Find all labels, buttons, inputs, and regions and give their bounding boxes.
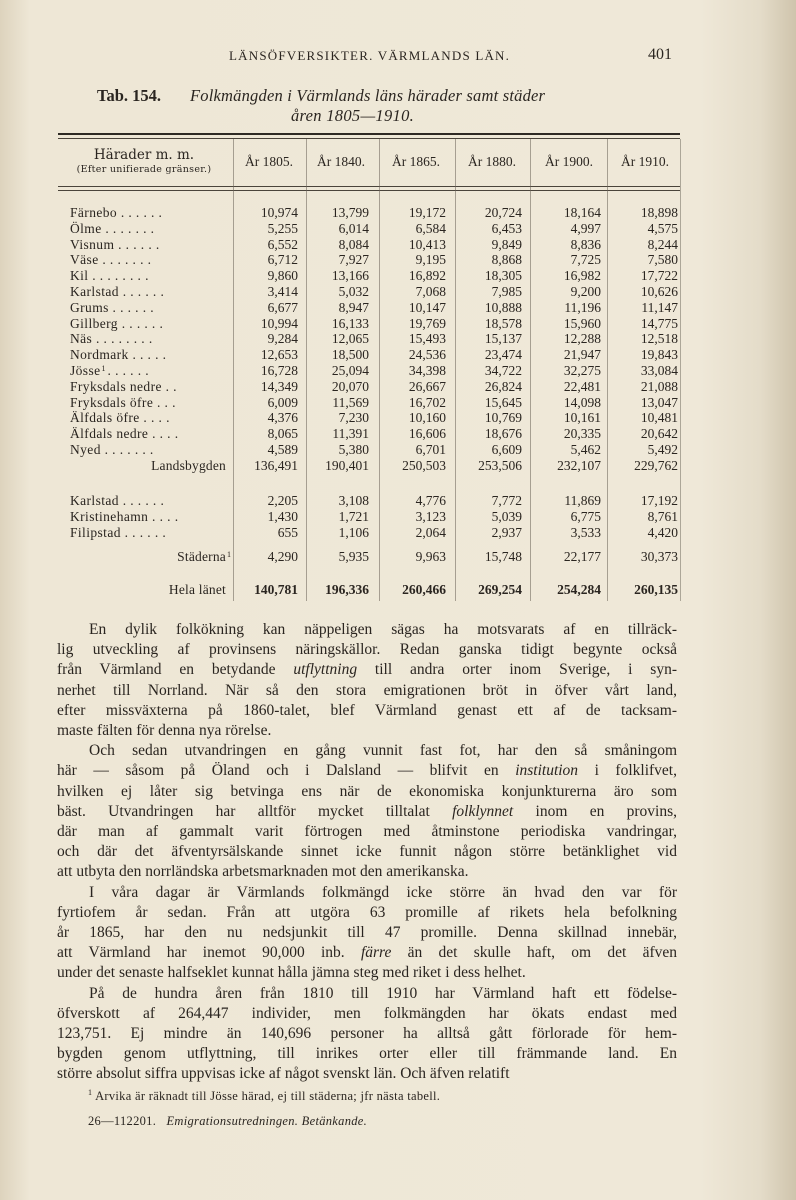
table-cell: 14,775	[640, 316, 678, 331]
table-cell: 10,413	[408, 237, 446, 252]
table-cell: 11,869	[564, 493, 601, 508]
footnote-marker: 1	[88, 1088, 93, 1097]
table-cell: 18,578	[484, 316, 522, 331]
table-cell: 16,606	[408, 426, 446, 441]
table-row	[58, 221, 680, 237]
table-cell: 9,860	[267, 268, 298, 283]
table-cell: 32,275	[563, 363, 601, 378]
text-fragment: här — såsom på Öland och i Dalsland — blifvit en	[57, 762, 516, 780]
table-cell: 26,667	[408, 379, 446, 394]
table-cell: 18,676	[484, 426, 522, 441]
table-cell: 34,722	[484, 363, 522, 378]
column-header: År 1865.	[392, 154, 440, 169]
table-cell: 7,927	[338, 252, 369, 267]
table-cell: 5,492	[647, 442, 678, 457]
table-cell: 9,284	[267, 331, 298, 346]
table-cell: 11,391	[332, 426, 369, 441]
table-cell: 24,536	[408, 347, 446, 362]
table-cell: 12,518	[640, 331, 678, 346]
table-cell: 3,108	[338, 493, 369, 508]
text-line: öfverskott af 264,447 individer, men folkmängden har ökats endast med	[57, 1004, 677, 1022]
table-cell: 3,123	[415, 509, 446, 524]
table-cell: 19,172	[408, 205, 446, 220]
table-cell: 22,481	[563, 379, 601, 394]
table-cell: 1,106	[338, 525, 369, 540]
row-label: Kristinehamn . . . .	[70, 509, 179, 524]
row-label: Hela länet	[168, 582, 226, 597]
text-line: att utbyta den norrländska arbetsmarknaden mot den amerikanska.	[57, 863, 469, 881]
table-cell: 269,254	[478, 582, 522, 597]
row-label: Städerna	[177, 549, 226, 564]
footnote-marker: 1	[227, 550, 231, 559]
table-cell: 4,589	[267, 442, 298, 457]
table-cell: 25,094	[331, 363, 369, 378]
table-cell: 33,084	[640, 363, 678, 378]
table-cell: 6,701	[415, 442, 446, 457]
table-row	[58, 237, 680, 253]
row-label: Näs . . . . . . . .	[70, 331, 153, 346]
column-header: År 1910.	[621, 154, 669, 169]
table-cell: 21,947	[563, 347, 601, 362]
table-row	[58, 205, 680, 221]
table-cell: 23,474	[484, 347, 522, 362]
table-cell: 7,985	[491, 284, 522, 299]
table-cell: 5,039	[491, 509, 522, 524]
table-cell: 4,376	[267, 410, 298, 425]
footer-title: Emigrationsutredningen. Betänkande.	[166, 1114, 368, 1128]
table-cell: 6,677	[267, 300, 298, 315]
table-cell: 10,626	[640, 284, 678, 299]
table-cell: 5,935	[338, 549, 369, 564]
body-paragraph	[57, 984, 677, 1085]
row-label: Karlstad . . . . . .	[70, 493, 165, 508]
table-cell: 3,533	[570, 525, 601, 540]
table-cell: 19,843	[640, 347, 678, 362]
table-cell: 2,937	[491, 525, 522, 540]
table-cell: 4,997	[570, 221, 601, 236]
table-cell: 6,453	[491, 221, 522, 236]
table-cell: 4,420	[647, 525, 678, 540]
row-label: Karlstad . . . . . .	[70, 284, 165, 299]
text-line: På de hundra åren från 1810 till 1910 har Värmland haft ett födelse-	[89, 984, 677, 1002]
column-divider	[680, 139, 681, 601]
text-line: fyrtiofem år sedan. Från att utgöra 63 promille af rikets hela befolkning	[57, 903, 677, 921]
text-fragment: att Värmland har inemot 90,000 inb.	[57, 944, 361, 962]
text-line: maste fälten för denna nya rörelse.	[57, 722, 272, 740]
table-cell: 232,107	[557, 458, 601, 473]
table-cell: 8,947	[338, 300, 369, 315]
text-line: år 1865, har den nu nedsjunkit till 47 promille. Denna skillnad innebär,	[57, 924, 677, 942]
row-label: Fryksdals öfre . . .	[70, 395, 176, 410]
text-line	[57, 761, 677, 781]
table-cell: 10,888	[484, 300, 522, 315]
table-cell: 21,088	[640, 379, 678, 394]
table-cell: 260,466	[402, 582, 446, 597]
body-paragraph	[57, 741, 677, 882]
text-line: Och sedan utvandringen en gång vunnit fast fot, har den så småningom	[89, 742, 677, 760]
table-cell: 11,196	[564, 300, 601, 315]
table-cell: 6,712	[267, 252, 298, 267]
table-row	[58, 331, 680, 347]
table-cell: 19,769	[408, 316, 446, 331]
table-cell: 14,349	[260, 379, 298, 394]
table-cell: 253,506	[478, 458, 522, 473]
table-cell: 7,230	[338, 410, 369, 425]
row-label: Filipstad . . . . . .	[70, 525, 167, 540]
header-district-note: (Efter unifierade gränser.)	[76, 164, 212, 175]
text-line: där man af gammalt varit förtrogen med åtminstone periodiska vandringar,	[57, 823, 677, 841]
table-cell: 20,335	[563, 426, 601, 441]
table-cell: 12,065	[331, 331, 369, 346]
table-cell: 15,137	[484, 331, 522, 346]
table-cell: 17,722	[640, 268, 678, 283]
header-district	[58, 147, 230, 175]
running-head	[0, 46, 796, 66]
row-label: Nordmark . . . . .	[70, 347, 167, 362]
column-header: År 1900.	[545, 154, 593, 169]
text-fragment: inom en provins,	[513, 802, 677, 820]
header-rule-thin	[58, 190, 680, 191]
table-cell: 9,195	[415, 252, 446, 267]
footnote	[88, 1088, 688, 1104]
text-fragment: till andra orter inom Sverige, i syn-	[357, 661, 677, 679]
table-row	[58, 252, 680, 268]
text-fragment: än det skulle haft, om det äfven	[391, 944, 677, 962]
table-cell: 11,147	[641, 300, 678, 315]
table-row	[58, 509, 680, 525]
table-row	[58, 363, 680, 379]
table-cell: 13,166	[331, 268, 369, 283]
text-line: bygden genom utflyttning, till inrikes orter eller till främmande land. En	[57, 1045, 677, 1063]
table-cell: 18,305	[484, 268, 522, 283]
table-cell: 8,836	[570, 237, 601, 252]
table-cell: 6,014	[338, 221, 369, 236]
table-cell: 4,776	[415, 493, 446, 508]
text-line: hvilken ej låter sig betvinga ens när de ekonomiska konjunkturerna äro som	[57, 782, 677, 800]
row-label: Nyed . . . . . . .	[70, 442, 154, 457]
emphasized-word: utflyttning	[293, 661, 358, 679]
header-district-label: Härader m. m.	[93, 147, 195, 163]
table-top-rule	[58, 133, 680, 135]
table-row	[58, 379, 680, 395]
table-row	[58, 549, 680, 565]
row-label: Fryksdals nedre . .	[70, 379, 177, 394]
row-label: Grums . . . . . .	[70, 300, 155, 315]
table-cell: 8,084	[338, 237, 369, 252]
table-cell: 12,288	[563, 331, 601, 346]
table-cell: 260,135	[634, 582, 678, 597]
emphasized-word: färre	[360, 944, 392, 962]
table-cell: 18,164	[563, 205, 601, 220]
table-cell: 6,009	[267, 395, 298, 410]
text-line: En dylik folkökning kan näppeligen sägas ha motsvarats af en tillräck-	[89, 621, 677, 638]
table-cell: 10,994	[260, 316, 298, 331]
footnote-marker: 1	[101, 364, 106, 373]
column-header: År 1880.	[468, 154, 516, 169]
table-cell: 140,781	[254, 582, 298, 597]
row-label: Kil . . . . . . . .	[70, 268, 149, 283]
table-cell: 1,430	[267, 509, 298, 524]
page-number: 401	[648, 46, 672, 63]
table-cell: 16,133	[331, 316, 369, 331]
text-line: lig utveckling af provinsens näringskällor. Redan ganska tidigt begynte också	[57, 641, 677, 659]
text-line	[57, 660, 677, 680]
table-cell: 18,898	[640, 205, 678, 220]
table-cell: 7,772	[491, 493, 522, 508]
text-line: nerhet till Norrland. När så den stora emigrationen bröt in öfver vårt land,	[57, 681, 677, 699]
table-row	[58, 395, 680, 411]
table-row	[58, 582, 680, 598]
row-label: Älfdals öfre . . . .	[70, 410, 170, 425]
table-cell: 6,552	[267, 237, 298, 252]
table-cell: 26,824	[484, 379, 522, 394]
table-row	[58, 268, 680, 284]
table-cell: 655	[277, 525, 298, 540]
table-cell: 13,799	[331, 205, 369, 220]
table-cell: 190,401	[325, 458, 369, 473]
row-label: Färnebo . . . . . .	[70, 205, 163, 220]
table-cell: 8,761	[647, 509, 678, 524]
table-cell: 9,963	[415, 549, 446, 564]
text-line	[57, 802, 677, 822]
column-header: År 1840.	[317, 154, 365, 169]
table-row	[58, 493, 680, 509]
table-cell: 7,725	[570, 252, 601, 267]
row-label-dots: . . . . . .	[107, 363, 150, 378]
table-cell: 22,177	[563, 549, 601, 564]
text-line: och där det äfventyrsälskande sinnet icke funnit någon större betänklighet vid	[57, 843, 677, 861]
table-cell: 10,974	[260, 205, 298, 220]
table-subtitle: åren 1805—1910.	[291, 106, 415, 125]
table-cell: 6,584	[415, 221, 446, 236]
table-row	[58, 316, 680, 332]
text-line: 123,751. Ej mindre än 140,696 personer ha alltså gått förlorade för hem-	[57, 1025, 677, 1043]
population-table	[58, 133, 680, 603]
body-paragraph	[57, 883, 677, 984]
row-label: Visnum . . . . . .	[70, 237, 160, 252]
table-cell: 16,702	[408, 395, 446, 410]
table-cell: 8,244	[647, 237, 678, 252]
table-cell: 17,192	[640, 493, 678, 508]
table-cell: 11,569	[332, 395, 369, 410]
footer-reference: 26—112201.	[88, 1114, 157, 1128]
table-cell: 15,645	[484, 395, 522, 410]
row-label: Landsbygden	[151, 458, 226, 473]
table-cell: 7,068	[415, 284, 446, 299]
table-title: Folkmängden i Värmlands läns härader samt städer	[190, 86, 546, 105]
table-cell: 14,098	[563, 395, 601, 410]
table-cell: 254,284	[557, 582, 601, 597]
table-row	[58, 458, 680, 474]
table-cell: 15,748	[484, 549, 522, 564]
table-row	[58, 442, 680, 458]
table-row	[58, 410, 680, 426]
row-label: Gillberg . . . . . .	[70, 316, 164, 331]
table-label: Tab. 154.	[97, 86, 162, 105]
table-cell: 9,200	[570, 284, 601, 299]
header-rule	[58, 186, 680, 187]
table-cell: 10,147	[408, 300, 446, 315]
table-cell: 8,065	[267, 426, 298, 441]
table-cell: 18,500	[331, 347, 369, 362]
table-cell: 229,762	[634, 458, 678, 473]
table-cell: 3,414	[267, 284, 298, 299]
body-paragraph	[57, 620, 677, 741]
table-row	[58, 284, 680, 300]
emphasized-word: institution	[515, 762, 579, 780]
table-cell: 16,982	[563, 268, 601, 283]
text-line: I våra dagar är Värmlands folkmängd icke större än hvad den var för	[89, 883, 677, 901]
row-label: Väse . . . . . . .	[70, 252, 152, 267]
body-text	[57, 620, 677, 1085]
table-cell: 16,728	[260, 363, 298, 378]
column-header: År 1805.	[245, 154, 293, 169]
text-line: under det senaste halfseklet kunnat hålla jämna steg med riket i dess helhet.	[57, 964, 526, 982]
table-cell: 7,580	[647, 252, 678, 267]
table-row	[58, 525, 680, 541]
text-fragment: bäst. Utvandringen har alltför mycket tilltalat	[57, 802, 453, 820]
table-cell: 13,047	[640, 395, 678, 410]
table-cell: 5,380	[338, 442, 369, 457]
table-cell: 250,503	[402, 458, 446, 473]
table-row	[58, 300, 680, 316]
table-cell: 9,849	[491, 237, 522, 252]
page-footer	[88, 1114, 688, 1129]
table-cell: 8,868	[491, 252, 522, 267]
table-cell: 15,493	[408, 331, 446, 346]
table-cell: 30,373	[640, 549, 678, 564]
row-label: Jösse	[70, 363, 101, 378]
table-cell: 6,775	[570, 509, 601, 524]
table-cell: 2,205	[267, 493, 298, 508]
table-cell: 20,642	[640, 426, 678, 441]
table-cell: 136,491	[254, 458, 298, 473]
table-cell: 10,160	[408, 410, 446, 425]
table-cell: 4,575	[647, 221, 678, 236]
text-fragment: från Värmland en betydande	[57, 661, 294, 679]
table-cell: 196,336	[325, 582, 369, 597]
table-row	[58, 426, 680, 442]
text-line	[57, 943, 677, 963]
row-label: Ölme . . . . . . .	[70, 221, 155, 236]
running-head-title: LÄNSÖFVERSIKTER. VÄRMLANDS LÄN.	[229, 48, 511, 63]
row-label: Älfdals nedre . . . .	[70, 426, 179, 441]
table-cell: 10,481	[640, 410, 678, 425]
table-cell: 20,070	[331, 379, 369, 394]
table-cell: 5,462	[570, 442, 601, 457]
table-cell: 1,721	[338, 509, 369, 524]
table-cell: 15,960	[563, 316, 601, 331]
footnote-text: Arvika är räknadt till Jösse härad, ej till städerna; jfr nästa tabell.	[95, 1089, 441, 1104]
table-row	[58, 347, 680, 363]
emphasized-word: folklynnet	[452, 802, 514, 820]
table-cell: 34,398	[408, 363, 446, 378]
text-fragment: i folklifvet,	[578, 762, 677, 780]
table-cell: 10,161	[563, 410, 601, 425]
text-line: efter missväxterna på 1860-talet, blef Värmland genast ett af de tacksam-	[57, 701, 677, 719]
table-cell: 6,609	[491, 442, 522, 457]
table-cell: 20,724	[484, 205, 522, 220]
table-cell: 4,290	[267, 549, 298, 564]
text-line: större absolut siffra uppvisas icke af något svenskt län. Och äfven relatift	[57, 1065, 510, 1083]
table-cell: 12,653	[260, 347, 298, 362]
table-top-rule-thin	[58, 138, 680, 139]
table-cell: 10,769	[484, 410, 522, 425]
table-cell: 2,064	[415, 525, 446, 540]
table-cell: 5,032	[338, 284, 369, 299]
table-cell: 5,255	[267, 221, 298, 236]
table-cell: 16,892	[408, 268, 446, 283]
